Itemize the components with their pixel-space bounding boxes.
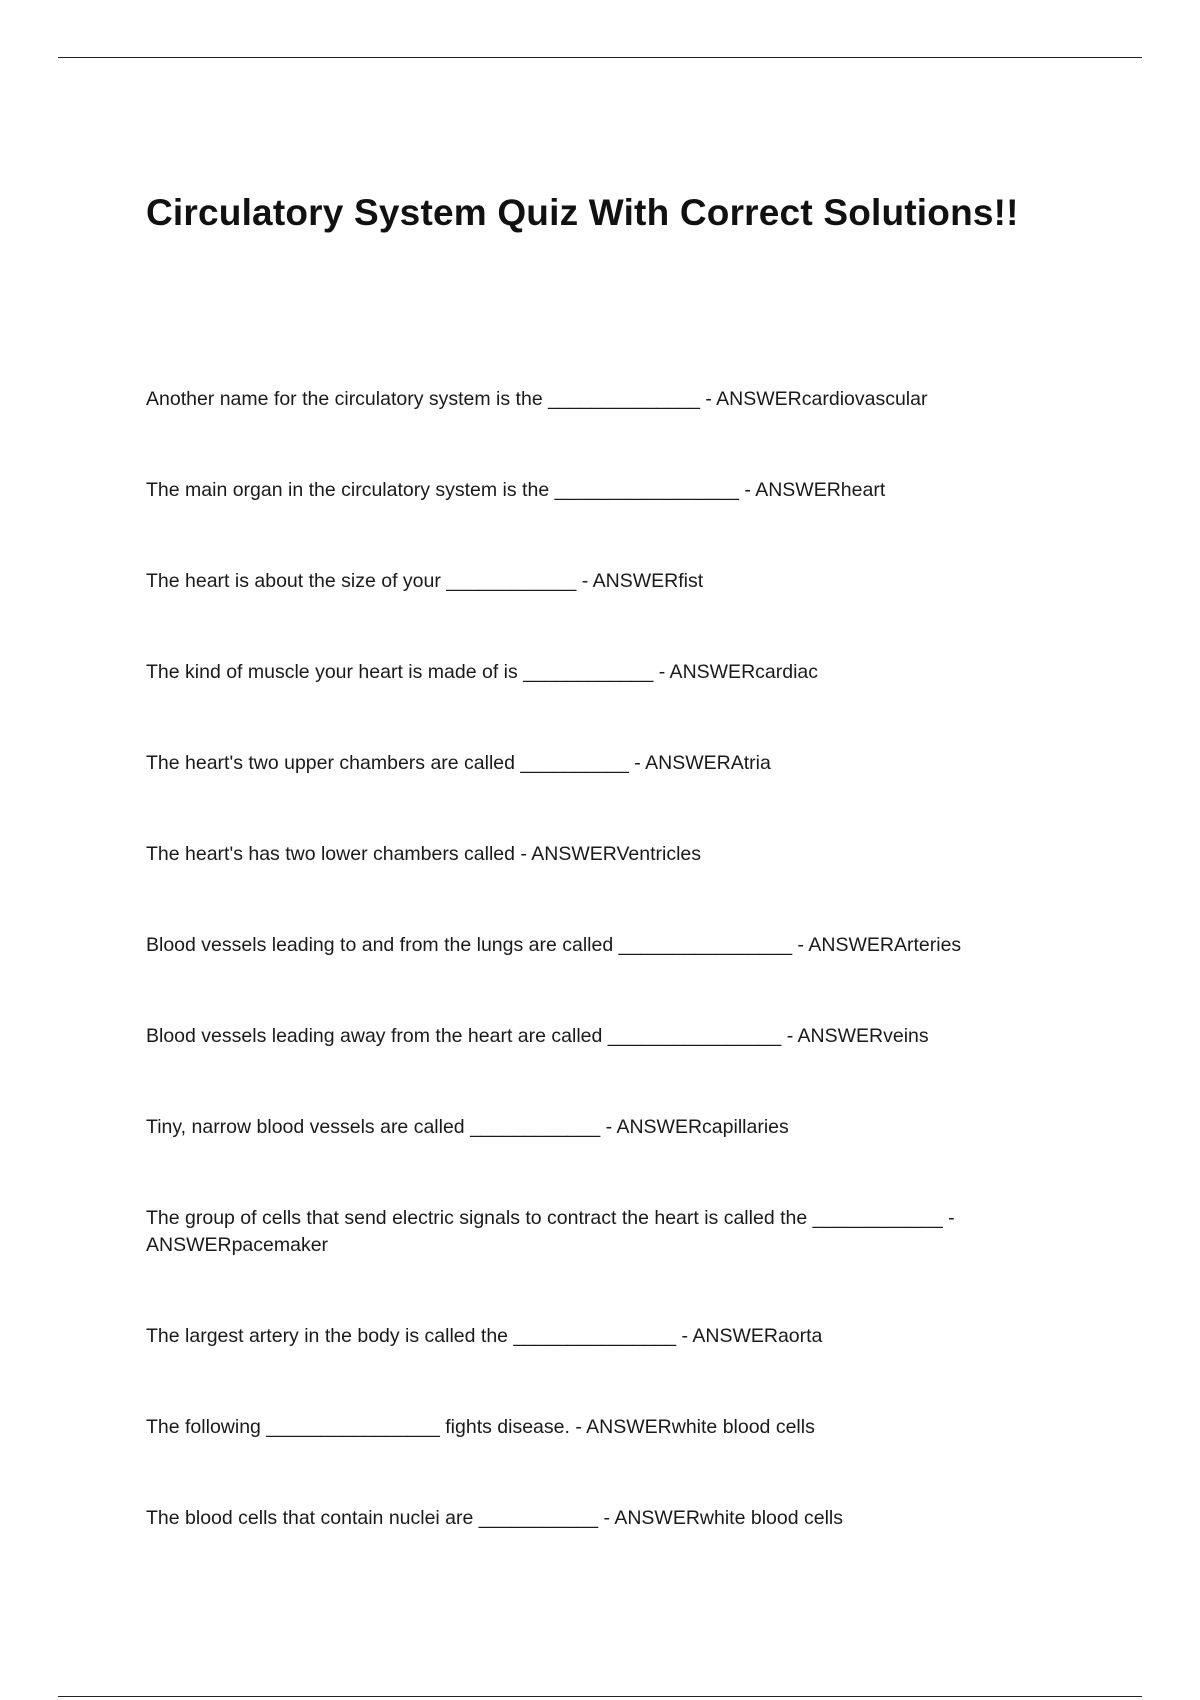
question-item: The kind of muscle your heart is made of is ____________ - ANSWERcardiac [146,661,819,683]
question-item: Blood vessels leading away from the heart are called ________________ - ANSWERveins [146,1025,929,1047]
question-item: The heart's has two lower chambers called - ANSWERVentricles [146,843,702,865]
question-item: Tiny, narrow blood vessels are called ____________ - ANSWERcapillaries [146,1116,789,1138]
footer-rule [58,1696,1142,1697]
question-item: The heart's two upper chambers are called __________ - ANSWERAtria [146,752,771,774]
question-list [146,386,1046,1596]
question-item: The heart is about the size of your ____________ - ANSWERfist [146,570,704,592]
question-item: The following ________________ fights disease. - ANSWERwhite blood cells [146,1416,815,1438]
question-item: The largest artery in the body is called the _______________ - ANSWERaorta [146,1325,823,1347]
question-item: The main organ in the circulatory system is the _________________ - ANSWERheart [146,479,886,501]
question-item: The group of cells that send electric signals to contract the heart is called the ____________ - ANSWERpacemaker [146,1207,955,1256]
page-title: Circulatory System Quiz With Correct Solutions!! [146,192,1019,233]
question-item: Blood vessels leading to and from the lungs are called ________________ - ANSWERArteries [146,934,962,956]
header-rule [58,57,1142,58]
question-item: The blood cells that contain nuclei are ___________ - ANSWERwhite blood cells [146,1507,844,1529]
question-item: Another name for the circulatory system is the ______________ - ANSWERcardiovascular [146,388,928,410]
